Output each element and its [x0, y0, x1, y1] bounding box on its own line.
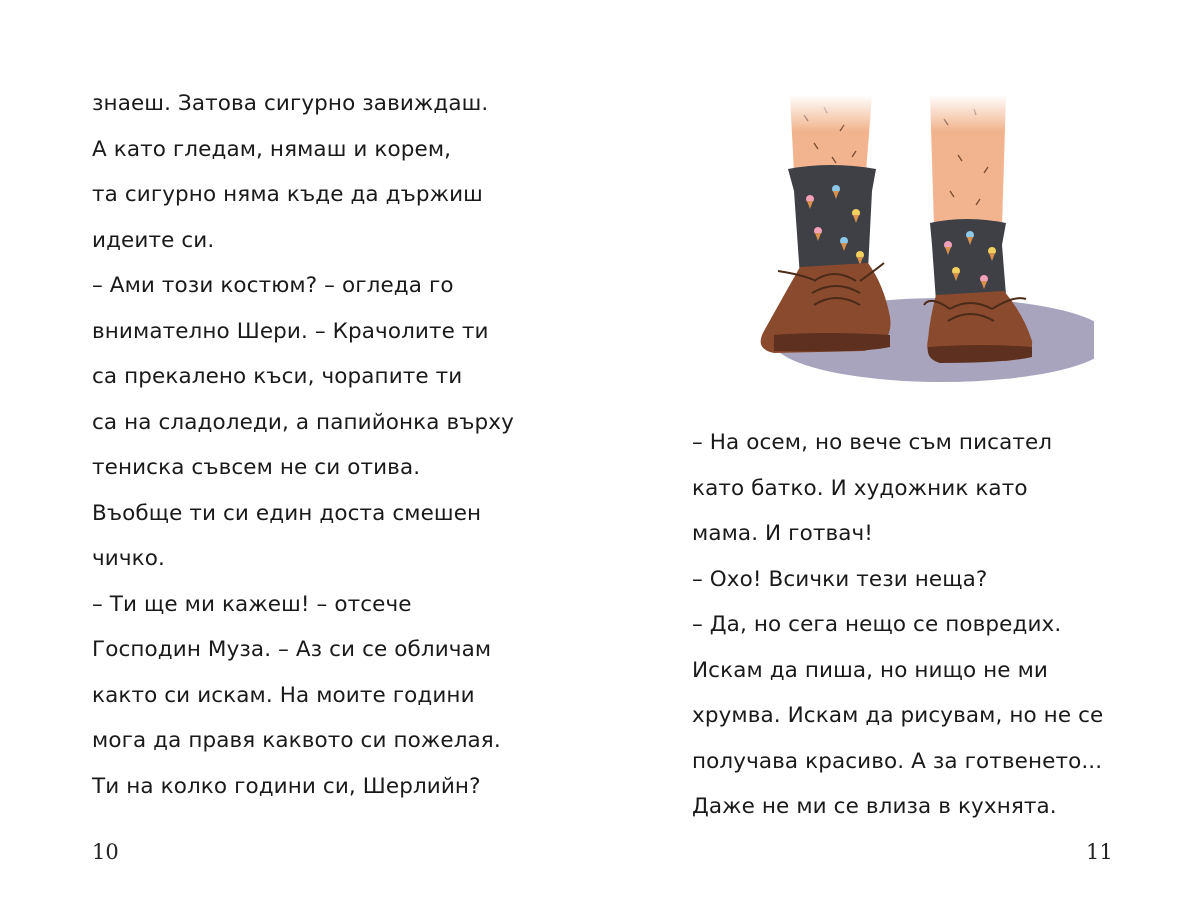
- text-line: както си искам. На моите години: [92, 682, 475, 708]
- text-line: са на сладоледи, а папийонка върху: [92, 409, 514, 435]
- text-line: Искам да пиша, но нищо не ми: [692, 657, 1048, 683]
- text-line: идеите си.: [92, 227, 215, 253]
- text-line: тениска съвсем не си отива.: [92, 455, 421, 480]
- right-page: [600, 0, 1200, 909]
- text-line: – Ти ще ми кажеш! – отсече: [92, 591, 412, 617]
- left-page-text: [92, 81, 514, 809]
- text-line: Даже не ми се влиза в кухнята.: [692, 794, 1057, 819]
- text-line: Господин Муза. – Аз си се обличам: [92, 637, 492, 662]
- right-page-text: [692, 420, 1103, 830]
- text-line: знаеш. Затова сигурно завиждаш.: [92, 91, 489, 116]
- text-line: са прекалено къси, чорапите ти: [92, 364, 463, 389]
- text-line: внимателно Шери. – Крачолите ти: [92, 318, 489, 344]
- text-line: – Ами този костюм? – огледа го: [92, 273, 454, 298]
- legs-illustration: [744, 95, 1094, 395]
- page-number: 10: [92, 840, 119, 864]
- text-line: като батко. И художник като: [692, 475, 1028, 501]
- text-line: хрумва. Искам да рисувам, но не се: [692, 703, 1104, 728]
- text-line: мога да правя каквото си пожелая.: [92, 728, 501, 753]
- left-sock: [788, 165, 876, 277]
- text-line: та сигурно няма къде да държиш: [92, 182, 483, 207]
- text-line: – На осем, но вече съм писател: [692, 430, 1053, 455]
- text-line: А като гледам, нямаш и корем,: [92, 136, 452, 162]
- text-line: – Да, но сега нещо се повредих.: [692, 612, 1062, 637]
- text-line: получава красиво. А за готвенето...: [692, 748, 1103, 774]
- text-line: Ти на колко години си, Шерлийн?: [92, 773, 481, 799]
- text-line: чичко.: [92, 546, 165, 571]
- text-line: – Охо! Всички тези неща?: [692, 566, 988, 592]
- text-line: мама. И готвач!: [692, 521, 874, 546]
- page-number: 11: [1086, 840, 1113, 864]
- text-line: Въобще ти си един доста смешен: [92, 500, 482, 526]
- right-sock: [930, 219, 1006, 301]
